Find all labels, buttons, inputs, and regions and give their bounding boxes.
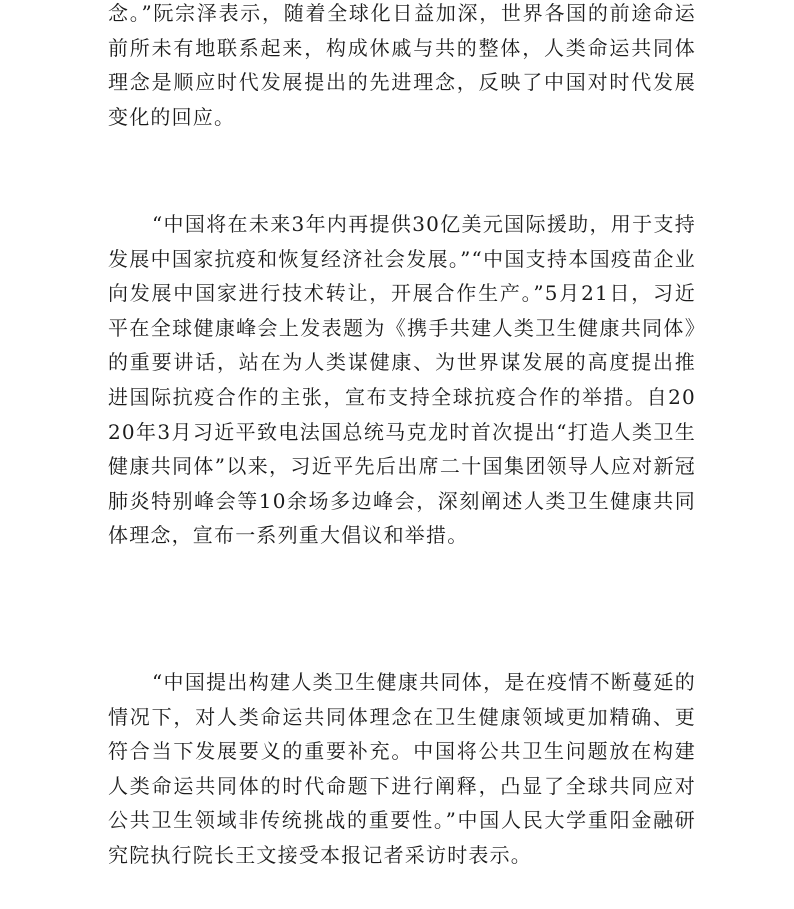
paragraph-3: “中国提出构建人类卫生健康共同体，是在疫情不断蔓延的情况下，对人类命运共同体理念在卫生健康领域更加精确、更符合当下发展要义的重要补充。中国将公共卫生问题放在构建人类命运共同体的时代命题下进行阐释，凸显了全球共同应对公共卫生领域非传统挑战的重要性。”中国人民大学重阳金融研究院执行院长王文接受本报记者采访时表示。 xyxy=(108,670,696,867)
paragraph-1: 念。”阮宗泽表示，随着全球化日益加深，世界各国的前途命运前所未有地联系起来，构成休戚与共的整体，人类命运共同体理念是顺应时代发展提出的先进理念，反映了中国对时代发展变化的回应。 xyxy=(108,1,696,129)
paragraph-2: “中国将在未来3年内再提供30亿美元国际援助，用于支持发展中国家抗疫和恢复经济社会发展。”“中国支持本国疫苗企业向发展中国家进行技术转让，开展合作生产。”5月21日，习近平在全球健康峰会上发表题为《携手共建人类卫生健康共同体》的重要讲话，站在为人类谋健康、为世界谋发展的高度提出推进国际抗疫合作的主张，宣布支持全球抗疫合作的举措。自2020年3月习近平致电法国总统马克龙时首次提出“打造人类卫生健康共同体”以来，习近平先后出席二十国集团领导人应对新冠肺炎特别峰会等10余场多边峰会，深刻阐述人类卫生健康共同体理念，宣布一系列重大倡议和举措。 xyxy=(108,212,696,548)
